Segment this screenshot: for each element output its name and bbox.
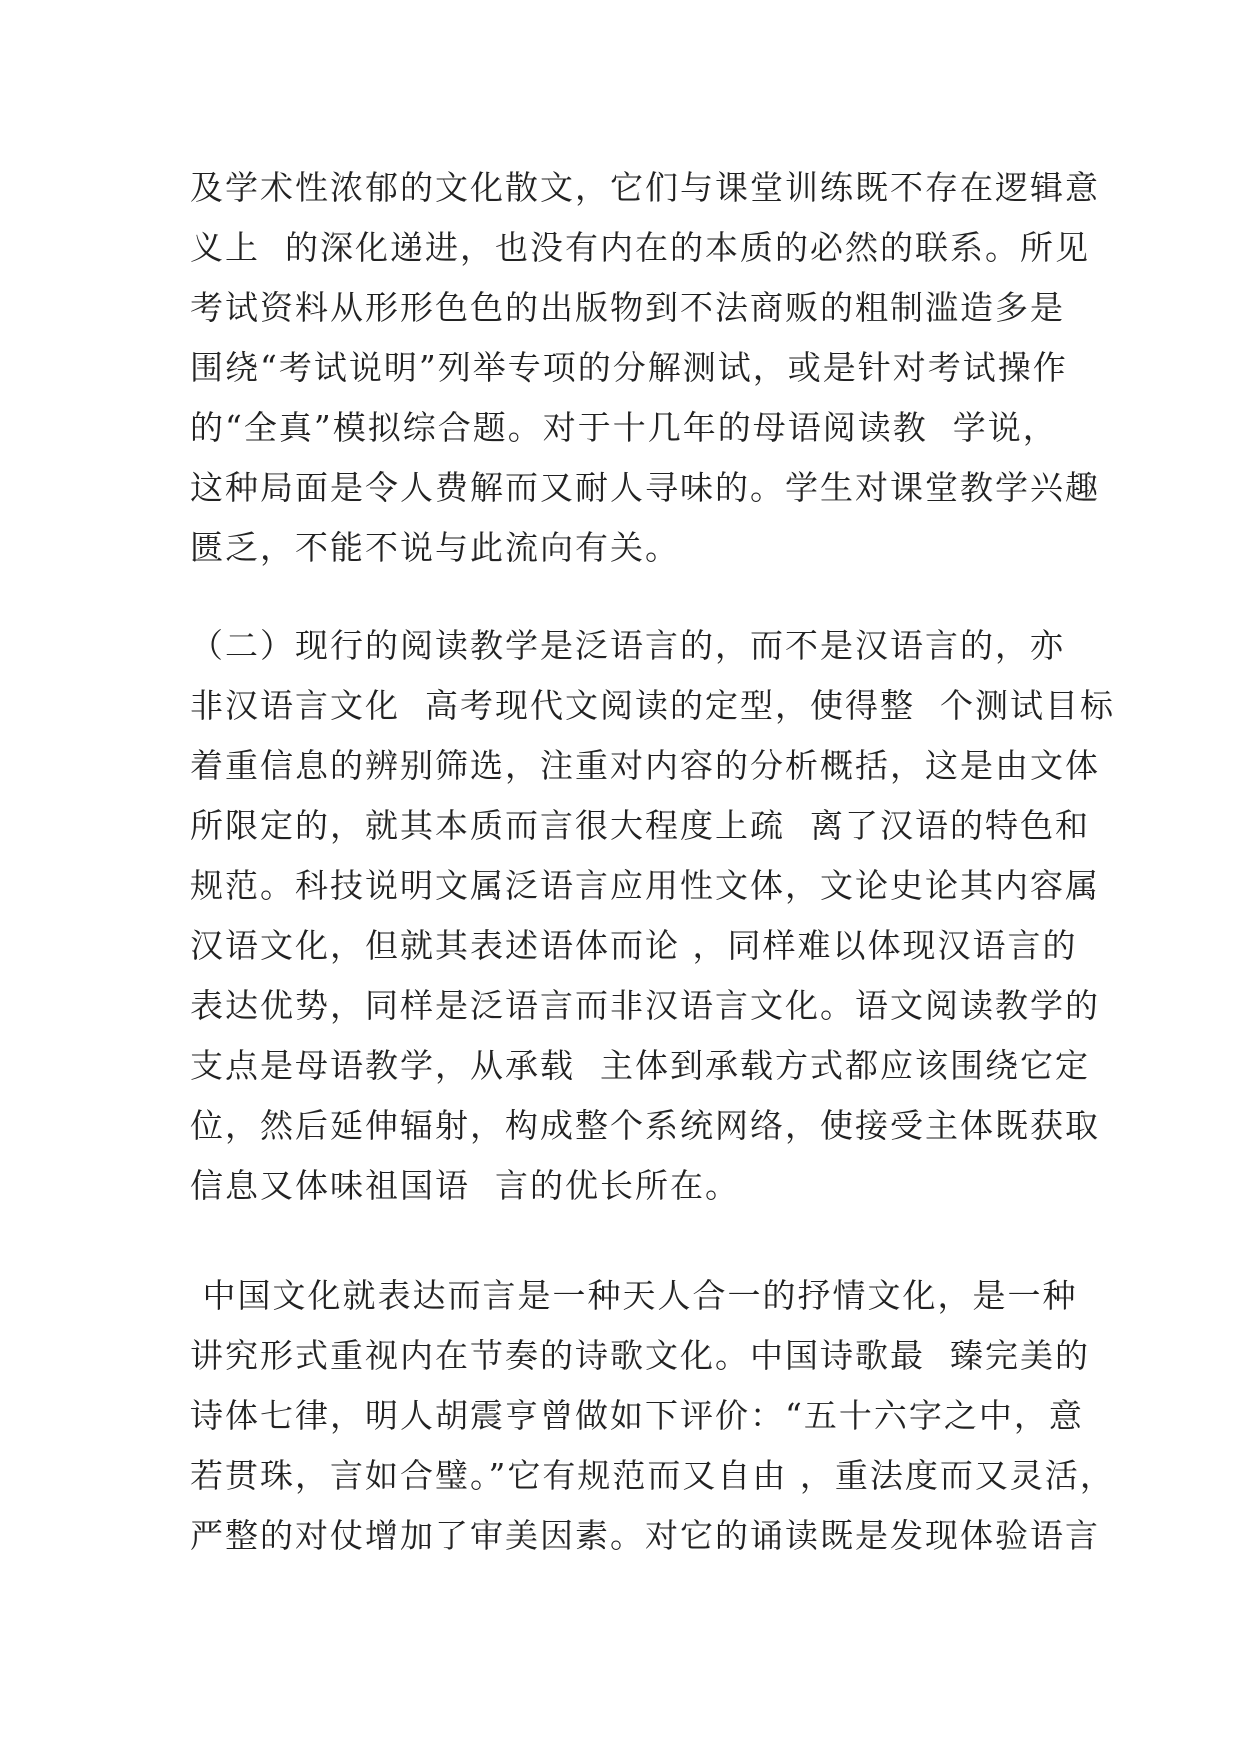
text-line: 这种局面是令人费解而又耐人寻味的。学生对课堂教学兴趣 — [190, 468, 1100, 507]
text-line: 讲究形式重视内在节奏的诗歌文化。中国诗歌最 臻完美的 — [190, 1336, 1090, 1375]
text-line: 信息又体味祖国语 言的优长所在。 — [190, 1166, 740, 1205]
text-line: 诗体七律，明人胡震亨曾做如下评价：“五十六字之中，意 — [190, 1396, 1084, 1435]
text-line: 围绕“考试说明”列举专项的分解测试，或是针对考试操作 — [190, 348, 1068, 387]
text-line: （二）现行的阅读教学是泛语言的，而不是汉语言的，亦 — [190, 626, 1065, 665]
paragraph-2 — [190, 616, 1115, 1216]
paragraph-1 — [190, 158, 1100, 578]
text-line: 考试资料从形形色色的出版物到不法商贩的粗制滥造多是 — [190, 288, 1065, 327]
text-line: 若贯珠，言如合璧。”它有规范而又自由 ，重法度而又灵活， — [190, 1456, 1115, 1495]
text-line: 义上 的深化递进，也没有内在的本质的必然的联系。所见 — [190, 228, 1090, 267]
text-line: 规范。科技说明文属泛语言应用性文体，文论史论其内容属 — [190, 866, 1100, 905]
text-line: 支点是母语教学，从承载 主体到承载方式都应该围绕它定 — [190, 1046, 1090, 1085]
text-line: 着重信息的辨别筛选，注重对内容的分析概括，这是由文体 — [190, 746, 1100, 785]
text-line: 及学术性浓郁的文化散文，它们与课堂训练既不存在逻辑意 — [190, 168, 1100, 207]
paragraph-3 — [190, 1266, 1115, 1566]
text-line: 严整的对仗增加了审美因素。对它的诵读既是发现体验语言 — [190, 1516, 1100, 1555]
text-line: 非汉语言文化 高考现代文阅读的定型，使得整 个测试目标 — [190, 686, 1115, 725]
text-line: 匮乏，不能不说与此流向有关。 — [190, 528, 680, 567]
text-line: 表达优势，同样是泛语言而非汉语言文化。语文阅读教学的 — [190, 986, 1100, 1025]
text-line: 中国文化就表达而言是一种天人合一的抒情文化，是一种 — [190, 1276, 1078, 1315]
text-line: 所限定的，就其本质而言很大程度上疏 离了汉语的特色和 — [190, 806, 1090, 845]
text-line: 汉语文化，但就其表述语体而论 ，同样难以体现汉语言的 — [190, 926, 1078, 965]
text-line: 的“全真”模拟综合题。对于十几年的母语阅读教 学说， — [190, 408, 1058, 447]
text-line: 位，然后延伸辐射，构成整个系统网络，使接受主体既获取 — [190, 1106, 1100, 1145]
